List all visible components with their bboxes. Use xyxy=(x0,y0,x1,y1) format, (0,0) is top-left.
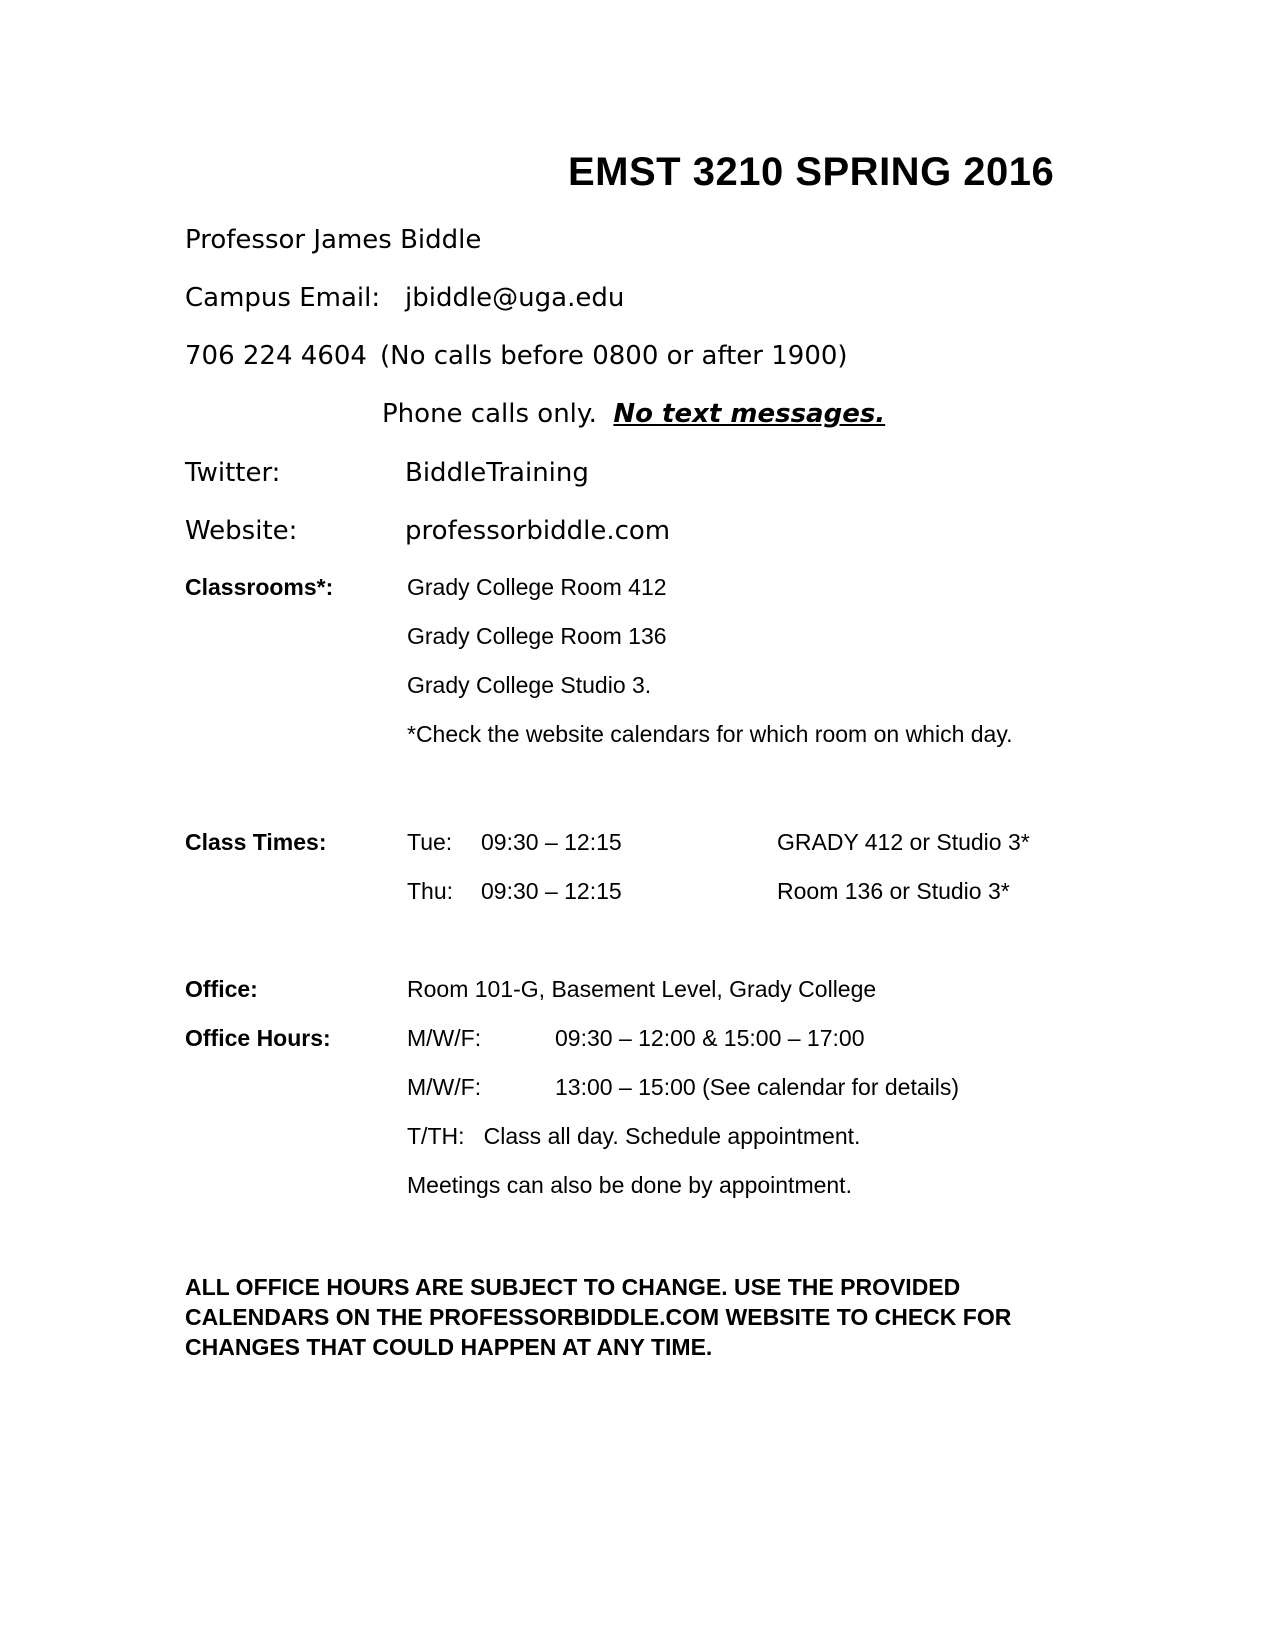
office-label: Office: xyxy=(185,976,258,1002)
classrooms-note: *Check the website calendars for which room on which day. xyxy=(407,721,1013,747)
phone-number: 706 224 4604 xyxy=(185,341,367,371)
twitter-value: BiddleTraining xyxy=(405,458,589,488)
email-value: jbiddle@uga.edu xyxy=(405,283,625,313)
office-hours-day: M/W/F: xyxy=(407,1074,482,1100)
class-time-day: Thu: xyxy=(407,878,454,904)
class-time-room: GRADY 412 or Studio 3* xyxy=(777,829,1030,855)
disclaimer: ALL OFFICE HOURS ARE SUBJECT TO CHANGE. USE THE PROVIDED CALENDARS ON THE PROFESSORBIDDLE.COM WEBSITE TO CHECK FOR CHANGES THAT COULD HAPPEN AT ANY TIME. xyxy=(185,1274,1012,1360)
classroom-item: Grady College Studio 3. xyxy=(407,672,652,698)
phone-policy xyxy=(382,399,885,429)
class-time-range: 09:30 – 12:15 xyxy=(481,878,622,904)
website-label: Website: xyxy=(185,516,298,546)
twitter-label: Twitter: xyxy=(185,458,281,488)
office-hours-time: 09:30 – 12:00 & 15:00 – 17:00 xyxy=(555,1025,865,1051)
phone-note: (No calls before 0800 or after 1900) xyxy=(380,341,848,371)
office-value: Room 101-G, Basement Level, Grady College xyxy=(407,976,877,1002)
email-label: Campus Email: xyxy=(185,283,381,313)
class-times-label: Class Times: xyxy=(185,829,327,855)
classrooms-label: Classrooms*: xyxy=(185,574,334,600)
phone-calls-only: Phone calls only. xyxy=(382,399,597,429)
appointment-note: Meetings can also be done by appointment. xyxy=(407,1172,852,1198)
office-hours-tth-text: Class all day. Schedule appointment. xyxy=(483,1123,861,1149)
office-hours-tth xyxy=(407,1123,860,1150)
no-text-messages: No text messages. xyxy=(613,399,886,429)
office-hours-time: 13:00 – 15:00 (See calendar for details) xyxy=(555,1074,960,1100)
class-time-range: 09:30 – 12:15 xyxy=(481,829,622,855)
professor-name: Professor James Biddle xyxy=(185,225,482,255)
page-title: EMST 3210 SPRING 2016 xyxy=(568,150,1055,194)
class-time-day: Tue: xyxy=(407,829,453,855)
office-hours-tth-day: T/TH: xyxy=(407,1123,465,1149)
office-hours-label: Office Hours: xyxy=(185,1025,331,1051)
office-hours-day: M/W/F: xyxy=(407,1025,482,1051)
classroom-item: Grady College Room 412 xyxy=(407,574,667,600)
class-time-room: Room 136 or Studio 3* xyxy=(777,878,1010,904)
website-value: professorbiddle.com xyxy=(405,516,671,546)
classroom-item: Grady College Room 136 xyxy=(407,623,667,649)
